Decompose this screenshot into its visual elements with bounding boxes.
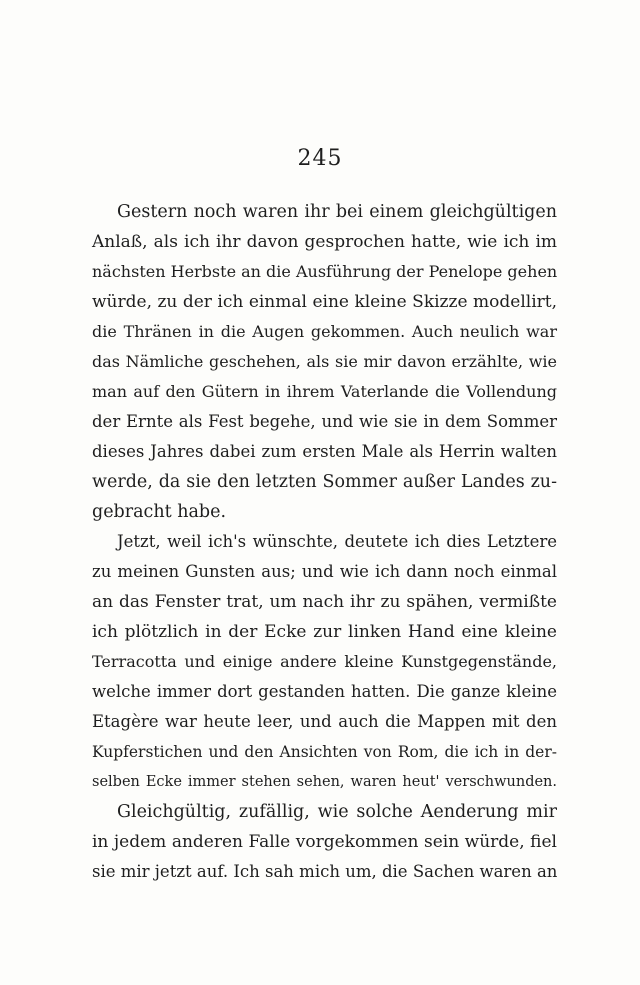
text-line: das Nämliche geschehen, als sie mir davon erzählte, wie	[92, 352, 557, 371]
body-text	[92, 197, 557, 887]
text-line: Jetzt, weil ich's wünschte, deutete ich dies Letztere	[117, 532, 557, 551]
text-line: Gestern noch waren ihr bei einem gleichgültigen	[117, 202, 557, 222]
text-line: würde, zu der ich einmal eine kleine Skizze modellirt,	[92, 292, 557, 312]
text-line: zu meinen Gunsten aus; und wie ich dann noch einmal	[92, 562, 557, 581]
text-line: Etagère war heute leer, und auch die Mappen mit den	[92, 712, 557, 731]
text-line: Anlaß, als ich ihr davon gesprochen hatte, wie ich im	[92, 232, 557, 252]
text-line: Kupferstichen und den Ansichten von Rom, die ich in der-	[92, 743, 557, 761]
text-line: Terracotta und einige andere kleine Kunstgegenstände,	[92, 652, 557, 671]
text-line: in jedem anderen Falle vorgekommen sein würde, fiel	[92, 832, 557, 852]
paragraph-3	[92, 797, 557, 887]
text-line: die Thränen in die Augen gekommen. Auch neulich war	[92, 322, 557, 341]
text-line: welche immer dort gestanden hatten. Die ganze kleine	[92, 682, 557, 701]
text-line: gebracht habe.	[92, 502, 227, 522]
text-line: selben Ecke immer stehen sehen, waren heut' verschwunden.	[92, 774, 557, 790]
text-line: der Ernte als Fest begehe, und wie sie in dem Sommer	[92, 412, 557, 431]
text-line: nächsten Herbste an die Ausführung der Penelope gehen	[92, 262, 558, 281]
paragraph-1	[92, 197, 557, 527]
text-line: ich plötzlich in der Ecke zur linken Hand eine kleine	[92, 622, 557, 642]
text-line: an das Fenster trat, um nach ihr zu spähen, vermißte	[92, 592, 557, 612]
text-line: werde, da sie den letzten Sommer außer Landes zu-	[92, 472, 557, 492]
text-line: dieses Jahres dabei zum ersten Male als Herrin walten	[92, 442, 557, 461]
paragraph-2	[92, 527, 557, 797]
text-line: Gleichgültig, zufällig, wie solche Aenderung mir	[117, 802, 557, 822]
text-line: man auf den Gütern in ihrem Vaterlande die Vollendung	[92, 382, 557, 401]
page-number: 245	[297, 146, 343, 171]
text-line: sie mir jetzt auf. Ich sah mich um, die Sachen waren an	[92, 862, 558, 881]
